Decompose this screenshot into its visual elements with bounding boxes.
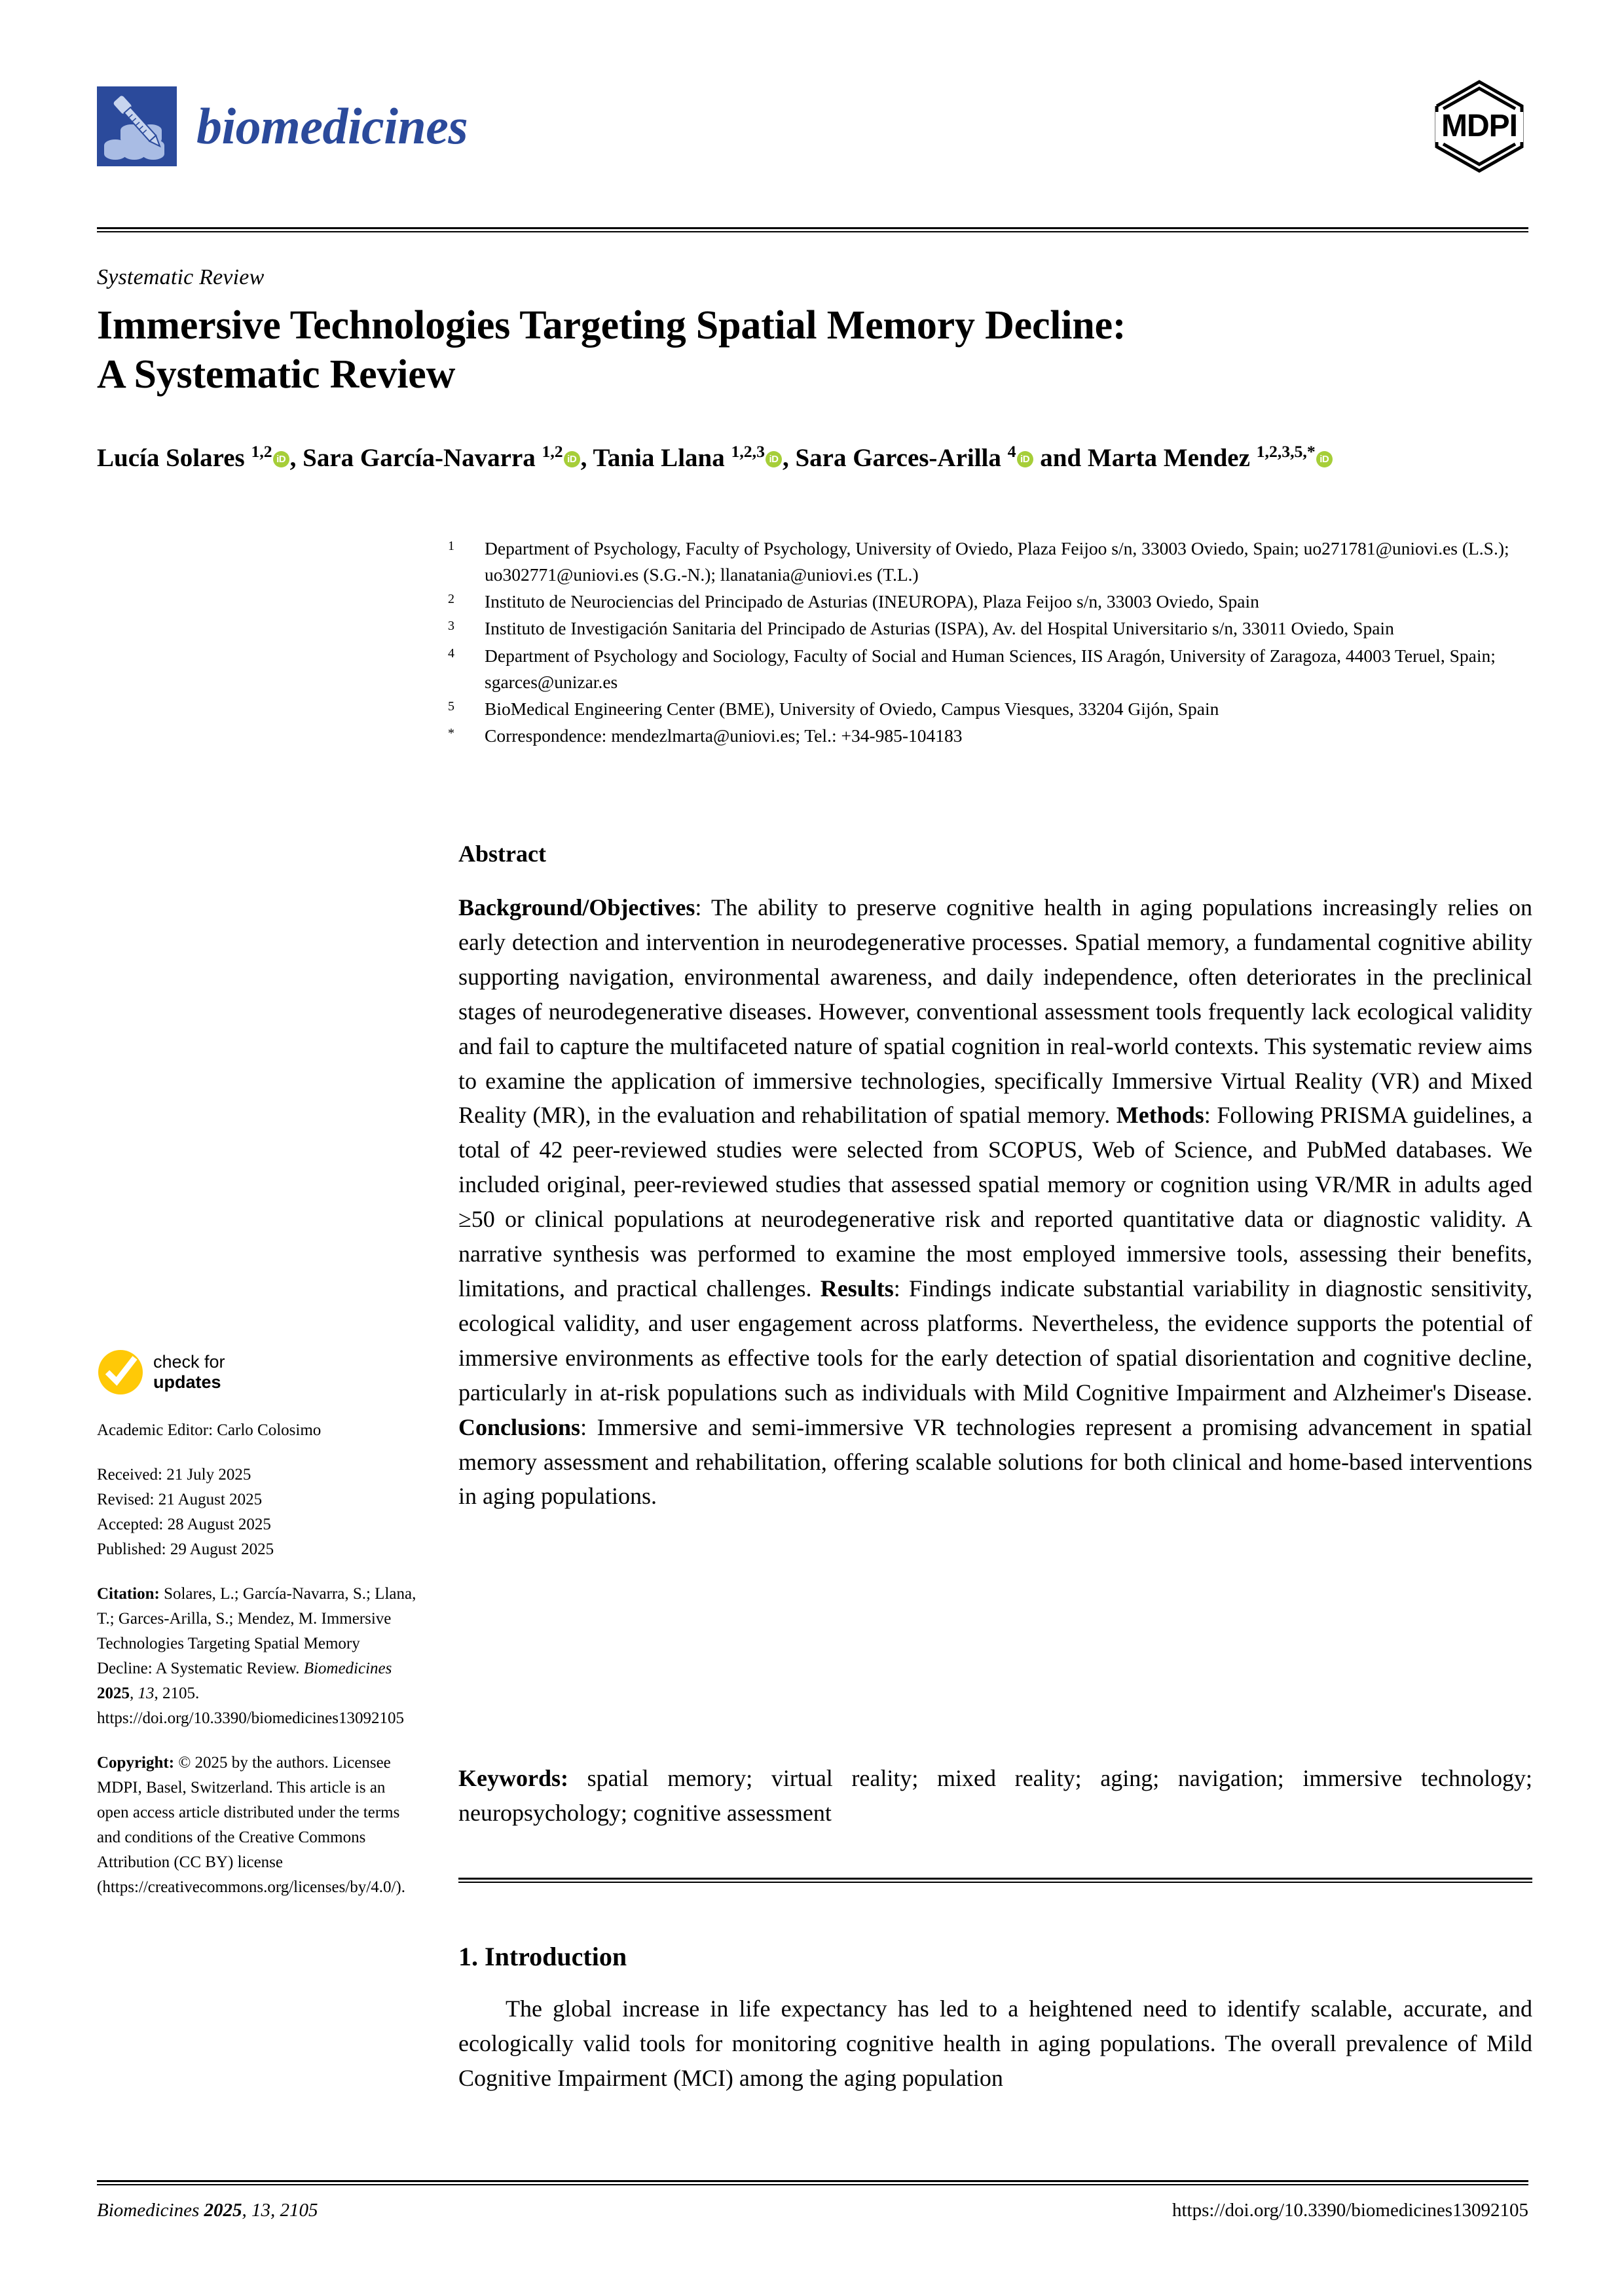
author-name: Marta Mendez bbox=[1087, 444, 1250, 472]
author-name: Sara García-Navarra bbox=[303, 444, 536, 472]
footer-divider bbox=[97, 2180, 1528, 2185]
abstract-text bbox=[458, 890, 1532, 1514]
footer-volume-article: , 13, 2105 bbox=[242, 2200, 318, 2221]
author-entry bbox=[1088, 444, 1333, 472]
author-separator: and bbox=[1033, 444, 1088, 472]
author-affiliation-marks: 1,2 bbox=[542, 442, 563, 461]
author-entry bbox=[795, 444, 1087, 472]
affiliation-number: 4 bbox=[448, 646, 454, 661]
article-title-line-2: A Systematic Review bbox=[97, 352, 456, 397]
affiliation-number: 1 bbox=[448, 539, 454, 553]
abstract-section-background: : The ability to preserve cognitive health in aging populations increasingly relies on early detection and intervention in neurodegenerative processes. Spatial memory, a fundamental cognitive ability supporting navigation, environmental awareness, and daily independence, often deteriorates in the preclinical stages of neurodegenerative diseases. However, conventional assessment tools frequently lack ecological validity and fail to capture the multifaceted nature of spatial cognition in real-world contexts. This systematic review aims to examine the application of immersive technologies, specifically Immersive Virtual Reality (VR) and Mixed Reality (MR), in the evaluation and rehabilitation of spatial memory. bbox=[458, 894, 1532, 1129]
copyright-text: © 2025 by the authors. Licensee MDPI, Basel, Switzerland. This article is an open access article distributed under the terms and conditions of the Creative Commons Attribution (CC BY) license (https://creativecommons.org/licenses/by/4.0/). bbox=[97, 1754, 405, 1896]
orcid-icon[interactable]: iD bbox=[273, 451, 289, 467]
footer-doi-link[interactable]: https://doi.org/10.3390/biomedicines13092105 bbox=[1172, 2200, 1528, 2221]
author-affiliation-marks: 1,2,3 bbox=[731, 442, 765, 461]
check-for-updates-line-2: updates bbox=[153, 1372, 221, 1392]
keywords-divider bbox=[458, 1878, 1532, 1883]
publication-dates bbox=[97, 1463, 418, 1562]
article-title-line-1: Immersive Technologies Targeting Spatial Memory Decline: bbox=[97, 303, 1126, 348]
correspondence-text: Correspondence: mendezlmarta@uniovi.es; Tel.: +34-985-104183 bbox=[485, 725, 963, 746]
abstract-section-conclusions: : Immersive and semi-immersive VR technologies represent a promising advancement in spatial memory assessment and rehabilitation, offering scalable solutions for both clinical and home-based interventions in aging populations. bbox=[458, 1413, 1532, 1510]
affiliation-item bbox=[448, 696, 1532, 722]
author-entry bbox=[593, 444, 795, 472]
abstract-label-results: Results bbox=[820, 1275, 894, 1302]
citation-label: Citation: bbox=[97, 1585, 160, 1603]
correspondence-marker: * bbox=[448, 725, 454, 740]
journal-title: biomedicines bbox=[196, 98, 468, 155]
affiliation-text: BioMedical Engineering Center (BME), University of Oviedo, Campus Viesques, 33204 Gijón, Spain bbox=[485, 698, 1219, 719]
abstract-label-conclusions: Conclusions bbox=[458, 1413, 581, 1440]
abstract-label-background: Background/Objectives bbox=[458, 894, 695, 920]
affiliation-number: 3 bbox=[448, 619, 454, 634]
affiliation-text: Instituto de Investigación Sanitaria del Principado de Asturias (ISPA), Av. del Hospital Universitario s/n, 33011 Oviedo, Spain bbox=[485, 618, 1394, 639]
author-name: Sara Garces-Arilla bbox=[795, 444, 1001, 472]
citation-article-number: , 2105. bbox=[154, 1685, 200, 1702]
citation-volume: , 13 bbox=[130, 1685, 155, 1702]
affiliation-item bbox=[448, 589, 1532, 615]
date-revised: Revised: 21 August 2025 bbox=[97, 1491, 263, 1508]
article-type-label: Systematic Review bbox=[97, 265, 265, 289]
affiliation-text: Instituto de Neurociencias del Principado de Asturias (INEUROPA), Plaza Feijoo s/n, 33003 Oviedo, Spain bbox=[485, 591, 1259, 612]
page-title bbox=[97, 301, 1485, 399]
check-for-updates-label bbox=[153, 1352, 225, 1393]
page-header bbox=[97, 86, 1528, 165]
footer-journal-name: Biomedicines bbox=[97, 2200, 200, 2221]
abstract-section-results: : Findings indicate substantial variability in diagnostic sensitivity, ecological validity, and user engagement across platforms. Nevertheless, the evidence supports the potential of immersive environments as effective tools for the early detection of spatial disorientation and cognitive decline, particularly in at-risk populations such as individuals with Mild Cognitive Impairment and Alzheimer's Disease. bbox=[458, 1275, 1532, 1406]
keywords-block bbox=[458, 1761, 1532, 1831]
orcid-icon[interactable]: iD bbox=[766, 451, 782, 467]
abstract-section-methods: : Following PRISMA guidelines, a total of 42 peer-reviewed studies were selected from SCOPUS, Web of Science, and PubMed databases. We included original, peer-reviewed studies that assessed spatial memory or cognition using VR/MR in adults aged ≥50 or clinical populations at neurodegenerative risk and reported quantitative data or diagnostic validity. A narrative synthesis was performed to examine the most employed immersive tools, assessing their benefits, limitations, and practical challenges. bbox=[458, 1102, 1532, 1302]
svg-text:MDPI: MDPI bbox=[1441, 109, 1517, 143]
author-separator: , bbox=[782, 444, 796, 472]
author-name: Lucía Solares bbox=[97, 444, 245, 472]
affiliation-list bbox=[448, 536, 1532, 750]
affiliation-text: Department of Psychology and Sociology, Faculty of Social and Human Sciences, IIS Aragón, University of Zaragoza, 44003 Teruel, Spain; sgarces@unizar.es bbox=[485, 645, 1496, 692]
author-separator: , bbox=[289, 444, 303, 472]
correspondence-item bbox=[448, 723, 1532, 749]
header-divider bbox=[97, 227, 1528, 232]
author-affiliation-marks: 1,2 bbox=[251, 442, 272, 461]
check-for-updates-line-1: check for bbox=[153, 1352, 225, 1372]
citation-block bbox=[97, 1582, 418, 1731]
footer-year: 2025 bbox=[199, 2200, 242, 2221]
journal-brand bbox=[97, 86, 468, 166]
copyright-label: Copyright: bbox=[97, 1754, 175, 1772]
journal-logo-icon bbox=[97, 86, 177, 166]
check-for-updates-badge[interactable] bbox=[97, 1349, 418, 1396]
author-entry bbox=[303, 444, 593, 472]
affiliation-item bbox=[448, 615, 1532, 642]
author-list bbox=[97, 440, 1538, 477]
sidebar bbox=[97, 1349, 418, 1900]
check-mark-circle-icon bbox=[97, 1349, 144, 1396]
author-affiliation-marks: 4 bbox=[1007, 442, 1016, 461]
keywords-text: spatial memory; virtual reality; mixed reality; aging; navigation; immersive technology; neuropsychology; cognitive assessment bbox=[458, 1765, 1532, 1826]
citation-year: 2025 bbox=[97, 1685, 130, 1702]
introduction-paragraph: The global increase in life expectancy has led to a heightened need to identify scalable, accurate, and ecologically valid tools for monitoring cognitive health in aging populations. The overall prevalence of Mild Cognitive Impairment (MCI) among the aging population bbox=[458, 1995, 1532, 2091]
affiliation-number: 5 bbox=[448, 699, 454, 714]
abstract-heading: Abstract bbox=[458, 841, 546, 867]
orcid-icon[interactable]: iD bbox=[1017, 451, 1033, 467]
abstract-label-methods: Methods bbox=[1116, 1102, 1204, 1129]
affiliation-item bbox=[448, 643, 1532, 695]
author-affiliation-marks: 1,2,3,5,* bbox=[1256, 442, 1316, 461]
date-published: Published: 29 August 2025 bbox=[97, 1540, 274, 1558]
author-name: Tania Llana bbox=[593, 444, 725, 472]
academic-editor: Academic Editor: Carlo Colosimo bbox=[97, 1421, 322, 1439]
orcid-icon[interactable]: iD bbox=[1316, 451, 1333, 467]
copyright-block bbox=[97, 1751, 418, 1900]
section-heading-introduction: 1. Introduction bbox=[458, 1942, 627, 1971]
affiliation-item bbox=[448, 536, 1532, 588]
keywords-label: Keywords: bbox=[458, 1765, 568, 1791]
date-received: Received: 21 July 2025 bbox=[97, 1466, 251, 1484]
author-separator: , bbox=[580, 444, 593, 472]
citation-authors-title: Solares, L.; García-Navarra, S.; Llana, T.; Garces-Arilla, S.; Mendez, M. Immersive Technologies Targeting Spatial Memory Decline: A Systematic Review. bbox=[97, 1585, 416, 1677]
citation-doi-link[interactable]: https://doi.org/10.3390/biomedicines13092105 bbox=[97, 1709, 404, 1727]
orcid-icon[interactable]: iD bbox=[564, 451, 580, 467]
affiliation-number: 2 bbox=[448, 592, 454, 607]
author-entry bbox=[97, 444, 303, 472]
mdpi-publisher-logo bbox=[1430, 77, 1528, 175]
citation-journal: Biomedicines bbox=[303, 1660, 392, 1677]
page-footer bbox=[97, 2200, 1528, 2221]
affiliation-text: Department of Psychology, Faculty of Psychology, University of Oviedo, Plaza Feijoo s/n, 33003 Oviedo, Spain; uo271781@uniovi.es (L.S.); uo302771@uniovi.es (S.G.-N.); llanatania@uniovi.es (T.L.) bbox=[485, 538, 1509, 585]
date-accepted: Accepted: 28 August 2025 bbox=[97, 1516, 271, 1533]
footer-citation bbox=[97, 2200, 318, 2221]
